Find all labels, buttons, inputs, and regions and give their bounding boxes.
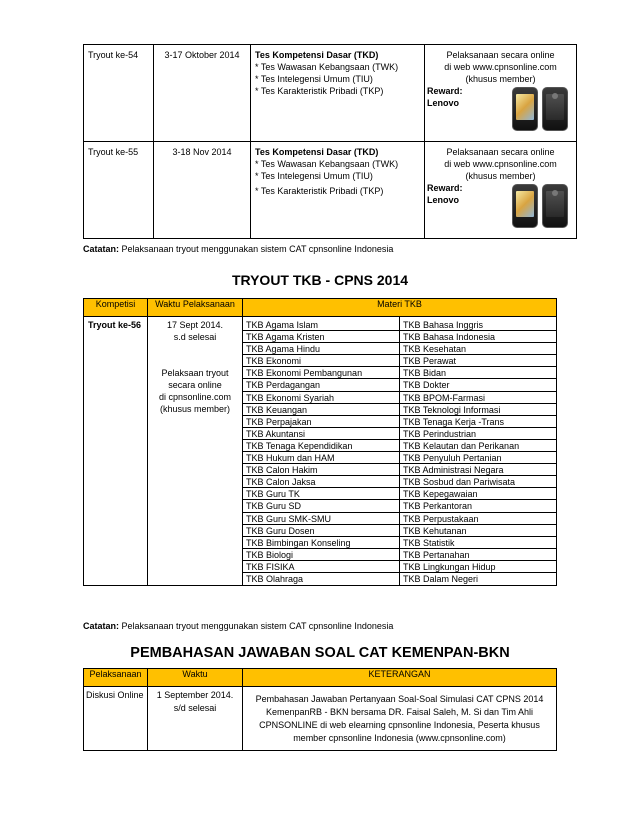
tryout-date: 3-17 Oktober 2014 <box>154 45 251 142</box>
tkb-materi-col2 <box>400 317 557 586</box>
header-keterangan: KETERANGAN <box>243 669 557 687</box>
materi-item: * Tes Intelegensi Umum (TIU) <box>255 74 373 84</box>
list-item: TKB Administrasi Negara <box>400 464 556 476</box>
list-item: TKB Tenaga Kependidikan <box>243 440 399 452</box>
list-item: TKB Kesehatan <box>400 343 556 355</box>
materi-item: * Tes Wawasan Kebangsaan (TWK) <box>255 159 399 169</box>
tryout-info <box>425 142 577 239</box>
list-item: TKB Tenaga Kerja -Trans <box>400 416 556 428</box>
header-kompetisi: Kompetisi <box>84 299 148 317</box>
list-item: TKB Teknologi Informasi <box>400 404 556 416</box>
list-item: TKB Agama Hindu <box>243 343 399 355</box>
lenovo-phone-image <box>512 87 570 131</box>
tryout-materi <box>251 45 425 142</box>
waktu-sub: s/d selesai <box>173 703 217 713</box>
materi-item: * Tes Karakteristik Pribadi (TKP) <box>255 86 384 96</box>
list-item: TKB Pertanahan <box>400 549 556 561</box>
tryout-materi <box>251 142 425 239</box>
pelaksanaan-value: Diskusi Online <box>84 687 148 751</box>
list-item: TKB Guru TK <box>243 488 399 500</box>
materi-title: Tes Kompetensi Dasar (TKD) <box>255 50 379 60</box>
info-line: Pelaksanaan secara online <box>446 147 555 157</box>
list-item: TKB Kelautan dan Perikanan <box>400 440 556 452</box>
tkb-waktu <box>148 317 243 586</box>
table-row <box>84 142 577 239</box>
info-line: (khusus member) <box>465 74 536 84</box>
note-tkb <box>83 620 393 632</box>
tkb-date: 17 Sept 2014. <box>166 320 224 330</box>
list-item: TKB Guru SMK-SMU <box>243 513 399 525</box>
list-item: TKB Ekonomi Syariah <box>243 392 399 404</box>
list-item: TKB FISIKA <box>243 561 399 573</box>
materi-title: Tes Kompetensi Dasar (TKD) <box>255 147 379 157</box>
table-header-row <box>84 669 557 687</box>
tkb-date-sub: s.d selesai <box>173 332 217 343</box>
table-row <box>84 317 557 586</box>
reward-value: Lenovo <box>427 195 460 205</box>
list-item: TKB Calon Hakim <box>243 464 399 476</box>
keterangan-line: CPNSONLINE di web elearning cpnsonline Indonesia, Peserta khusus <box>259 720 540 730</box>
list-item: TKB Perkantoran <box>400 500 556 512</box>
list-item: TKB Kepegawaian <box>400 488 556 500</box>
waktu-value <box>148 687 243 751</box>
list-item: TKB Ekonomi <box>243 355 399 367</box>
list-item: TKB Lingkungan Hidup <box>400 561 556 573</box>
list-item: TKB Perdagangan <box>243 379 399 391</box>
tkb-title: TRYOUT TKB - CPNS 2014 <box>231 272 409 288</box>
reward-value: Lenovo <box>427 98 460 108</box>
tryout-tkb-table <box>83 298 557 586</box>
list-item: TKB Statistik <box>400 537 556 549</box>
list-item: TKB Agama Islam <box>243 319 399 331</box>
keterangan-line: member cpnsonline Indonesia (www.cpnsonline.com) <box>293 733 506 743</box>
materi-item: * Tes Karakteristik Pribadi (TKP) <box>255 186 384 196</box>
note-text: Pelaksanaan tryout menggunakan sistem CAT cpnsonline Indonesia <box>119 244 394 254</box>
header-materi: Materi TKB <box>243 299 557 317</box>
list-item: TKB Keuangan <box>243 404 399 416</box>
list-item: TKB Perpustakaan <box>400 513 556 525</box>
tryout-tkd-table <box>83 44 577 239</box>
tkb-materi-col1 <box>243 317 400 586</box>
keterangan-value <box>243 687 557 751</box>
header-waktu: Waktu <box>148 669 243 687</box>
waktu-date: 1 September 2014. <box>156 690 234 700</box>
list-item: TKB Hukum dan HAM <box>243 452 399 464</box>
reward-label: Reward: <box>427 86 463 96</box>
header-pelaksanaan: Pelaksanaan <box>84 669 148 687</box>
list-item: TKB Dokter <box>400 379 556 391</box>
note-tkd <box>83 243 393 255</box>
list-item: TKB Ekonomi Pembangunan <box>243 367 399 379</box>
list-item: TKB Perawat <box>400 355 556 367</box>
info-line: Pelaksanaan secara online <box>446 50 555 60</box>
tkb-place-line: Pelaksaan tryout <box>161 368 229 379</box>
list-item: TKB Perpajakan <box>243 416 399 428</box>
tryout-name: Tryout ke-55 <box>84 142 154 239</box>
tkb-place-line: (khusus member) <box>159 404 231 415</box>
tkb-place-line: di cpnsonline.com <box>158 392 232 403</box>
note-text: Pelaksanaan tryout menggunakan sistem CAT cpnsonline Indonesia <box>119 621 394 631</box>
list-item: TKB BPOM-Farmasi <box>400 392 556 404</box>
info-line: di web www.cpnsonline.com <box>444 62 557 72</box>
table-header-row <box>84 299 557 317</box>
tkb-place-line: secara online <box>168 380 222 391</box>
list-item: TKB Dalam Negeri <box>403 573 479 584</box>
reward-label: Reward: <box>427 183 463 193</box>
list-item: TKB Olahraga <box>246 573 304 584</box>
list-item: TKB Perindustrian <box>400 428 556 440</box>
header-waktu: Waktu Pelaksanaan <box>148 299 243 317</box>
info-line: (khusus member) <box>465 171 536 181</box>
list-item: TKB Biologi <box>243 549 399 561</box>
materi-item: * Tes Intelegensi Umum (TIU) <box>255 171 373 181</box>
tryout-info <box>425 45 577 142</box>
list-item: TKB Kehutanan <box>400 525 556 537</box>
info-line: di web www.cpnsonline.com <box>444 159 557 169</box>
pembahasan-title: PEMBAHASAN JAWABAN SOAL CAT KEMENPAN-BKN <box>130 645 510 661</box>
table-row <box>84 45 577 142</box>
note-label: Catatan: <box>83 621 120 631</box>
list-item: TKB Bimbingan Konseling <box>243 537 399 549</box>
list-item: TKB Bidan <box>400 367 556 379</box>
list-item: TKB Guru Dosen <box>243 525 399 537</box>
list-item: TKB Bahasa Indonesia <box>400 331 556 343</box>
list-item: TKB Akuntansi <box>243 428 399 440</box>
materi-item: * Tes Wawasan Kebangsaan (TWK) <box>255 62 399 72</box>
list-item: TKB Calon Jaksa <box>243 476 399 488</box>
list-item: TKB Penyuluh Pertanian <box>400 452 556 464</box>
tkb-tryout-name: Tryout ke-56 <box>84 317 148 586</box>
keterangan-line: Pembahasan Jawaban Pertanyaan Soal-Soal Simulasi CAT CPNS 2014 <box>255 694 544 704</box>
pembahasan-table <box>83 668 557 751</box>
keterangan-line: KemenpanRB - BKN bersama DR. Faisal Saleh, M. Si dan Tim Ahli <box>265 707 534 717</box>
list-item: TKB Guru SD <box>243 500 399 512</box>
list-item: TKB Sosbud dan Pariwisata <box>400 476 556 488</box>
tryout-name: Tryout ke-54 <box>84 45 154 142</box>
table-row <box>84 687 557 751</box>
lenovo-phone-image <box>512 184 570 228</box>
tryout-date: 3-18 Nov 2014 <box>154 142 251 239</box>
note-label: Catatan: <box>83 244 120 254</box>
list-item: TKB Agama Kristen <box>243 331 399 343</box>
list-item: TKB Bahasa Inggris <box>400 319 556 331</box>
